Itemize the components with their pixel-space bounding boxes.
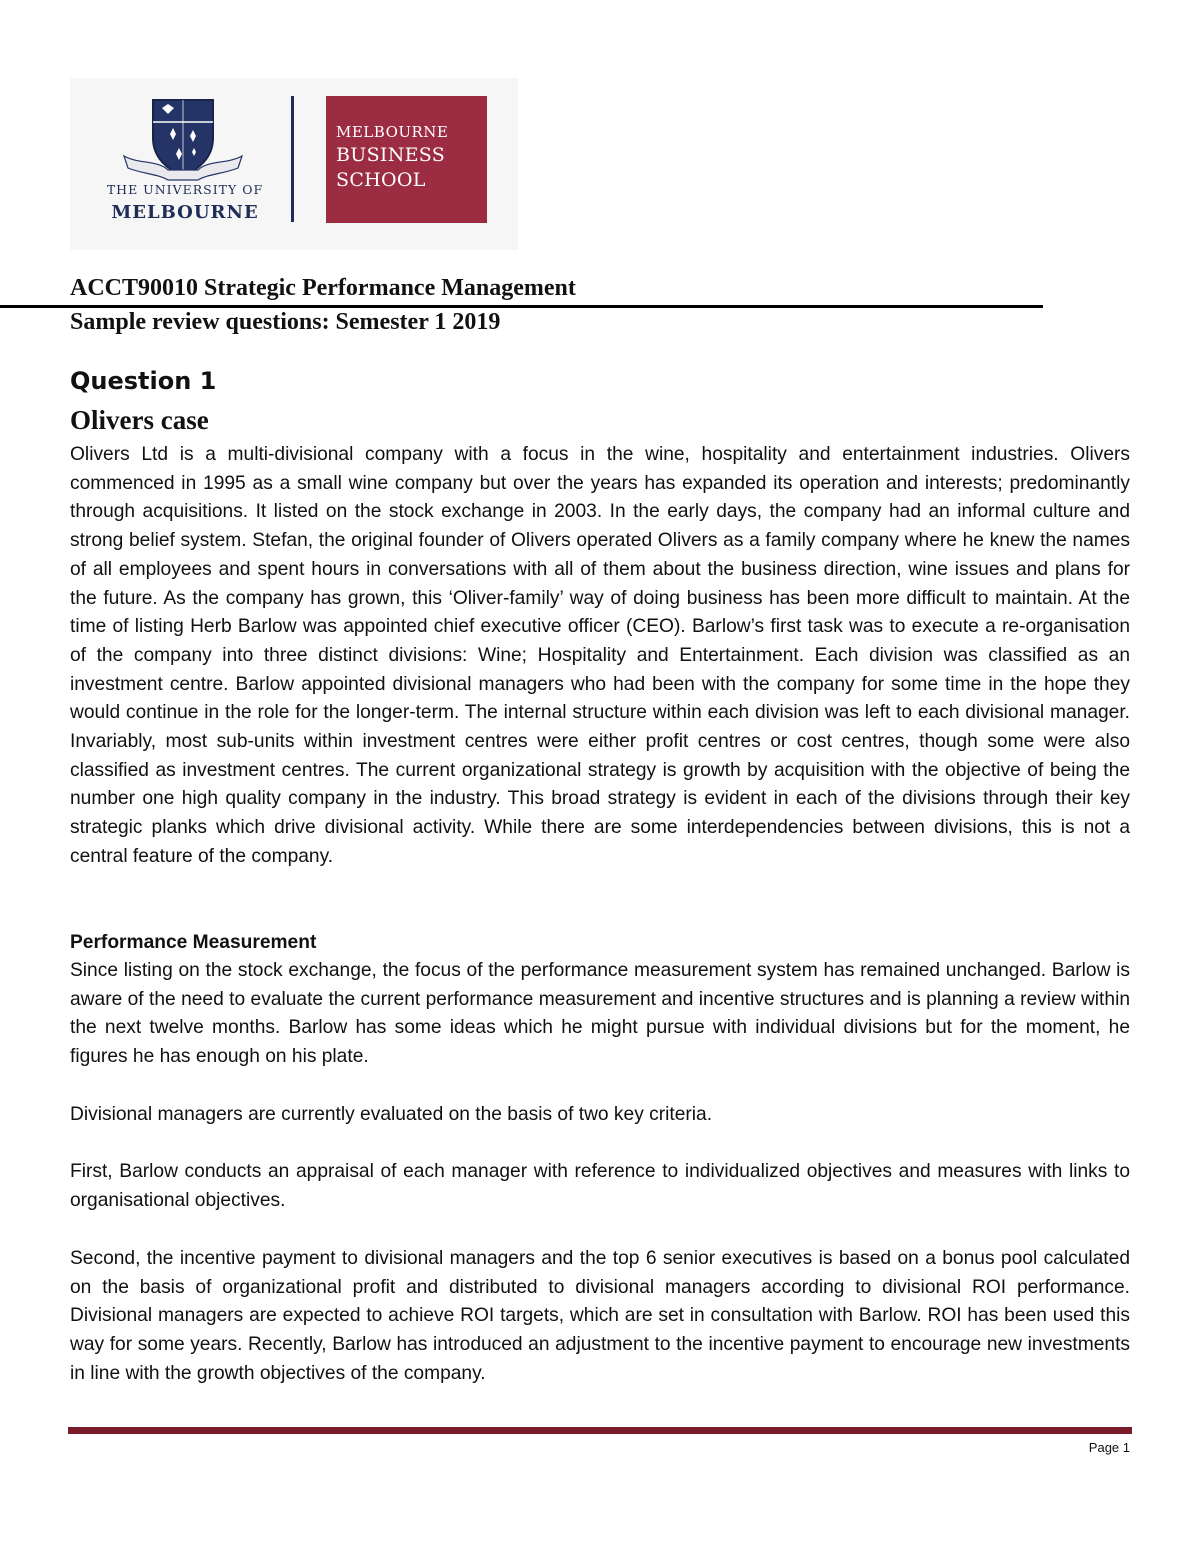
university-crest-icon (118, 94, 248, 186)
business-school-line2: BUSINESS (336, 144, 446, 166)
page-number: Page 1 (1088, 1440, 1130, 1455)
case-title: Olivers case (70, 405, 209, 435)
footer-divider (68, 1427, 1132, 1434)
performance-paragraph-4: Second, the incentive payment to divisional managers and the top 6 senior executives is based on a bonus pool calculated on the basis of organizational profit and distributed to divisional managers according to divisional ROI performance. Divisional managers are expected to achieve ROI targets, which are set in consultation with Barlow. ROI has been used this way for some years. Recently, Barlow has introduced an adjustment to the incentive payment to encourage new investments in line with the growth objectives of the company. (70, 1248, 1130, 1384)
business-school-line3: SCHOOL (336, 169, 426, 191)
performance-paragraph-1: Since listing on the stock exchange, the focus of the performance measurement system has remained unchanged. Barlow is aware of the need to evaluate the current performance measurement and incentive structures and is planning a review within the next twelve months. Barlow has some ideas which he might pursue with individual divisions but for the moment, he figures he has enough on his plate. (70, 960, 1130, 1068)
business-school-line1: MELBOURNE (336, 123, 449, 141)
course-title: ACCT90010 Strategic Performance Management (70, 275, 576, 301)
logo-block (70, 78, 518, 250)
document-subtitle: Sample review questions: Semester 1 2019 (70, 309, 501, 335)
case-paragraph: Olivers Ltd is a multi-divisional company with a focus in the wine, hospitality and entertainment industries. Olivers commenced in 1995 as a small wine company but over the years has expanded its operation and interests; predominantly through acquisitions. It listed on the stock exchange in 2003. In the early days, the company had an informal culture and strong belief system. Stefan, the original founder of Olivers operated Olivers as a family company where he knew the names of all employees and spent hours in conversations with all of them about the business direction, wine issues and plans for the future. As the company has grown, this ‘Oliver-family’ way of doing business has been more difficult to maintain. At the time of listing Herb Barlow was appointed chief executive officer (CEO). Barlow’s first task was to execute a re-organisation of the company into three distinct divisions: Wine; Hospitality and Entertainment. Each division was classified as an investment centre. Barlow appointed divisional managers who had been with the company for some time in the hope they would continue in the role for the longer-term. The internal structure within each division was left to each divisional manager. Invariably, most sub-units within investment centres were either profit centres or cost centres, though some were also classified as investment centres. The current organizational strategy is growth by acquisition with the objective of being the number one high quality company in the industry. This broad strategy is evident in each of the divisions through their key strategic planks which drive divisional activity. While there are some interdependencies between divisions, this is not a central feature of the company. (70, 444, 1130, 867)
question-label: Question 1 (70, 367, 217, 395)
logo-divider (291, 96, 294, 222)
performance-paragraph-3: First, Barlow conducts an appraisal of each manager with reference to individualized objectives and measures with links to organisational objectives. (70, 1161, 1130, 1211)
university-name: MELBOURNE (111, 202, 259, 223)
business-school-logo (326, 96, 487, 223)
performance-paragraph-2: Divisional managers are currently evaluated on the basis of two key criteria. (70, 1104, 713, 1125)
performance-heading: Performance Measurement (70, 932, 317, 953)
title-divider (0, 305, 1043, 308)
university-prefix: THE UNIVERSITY OF (106, 182, 264, 197)
